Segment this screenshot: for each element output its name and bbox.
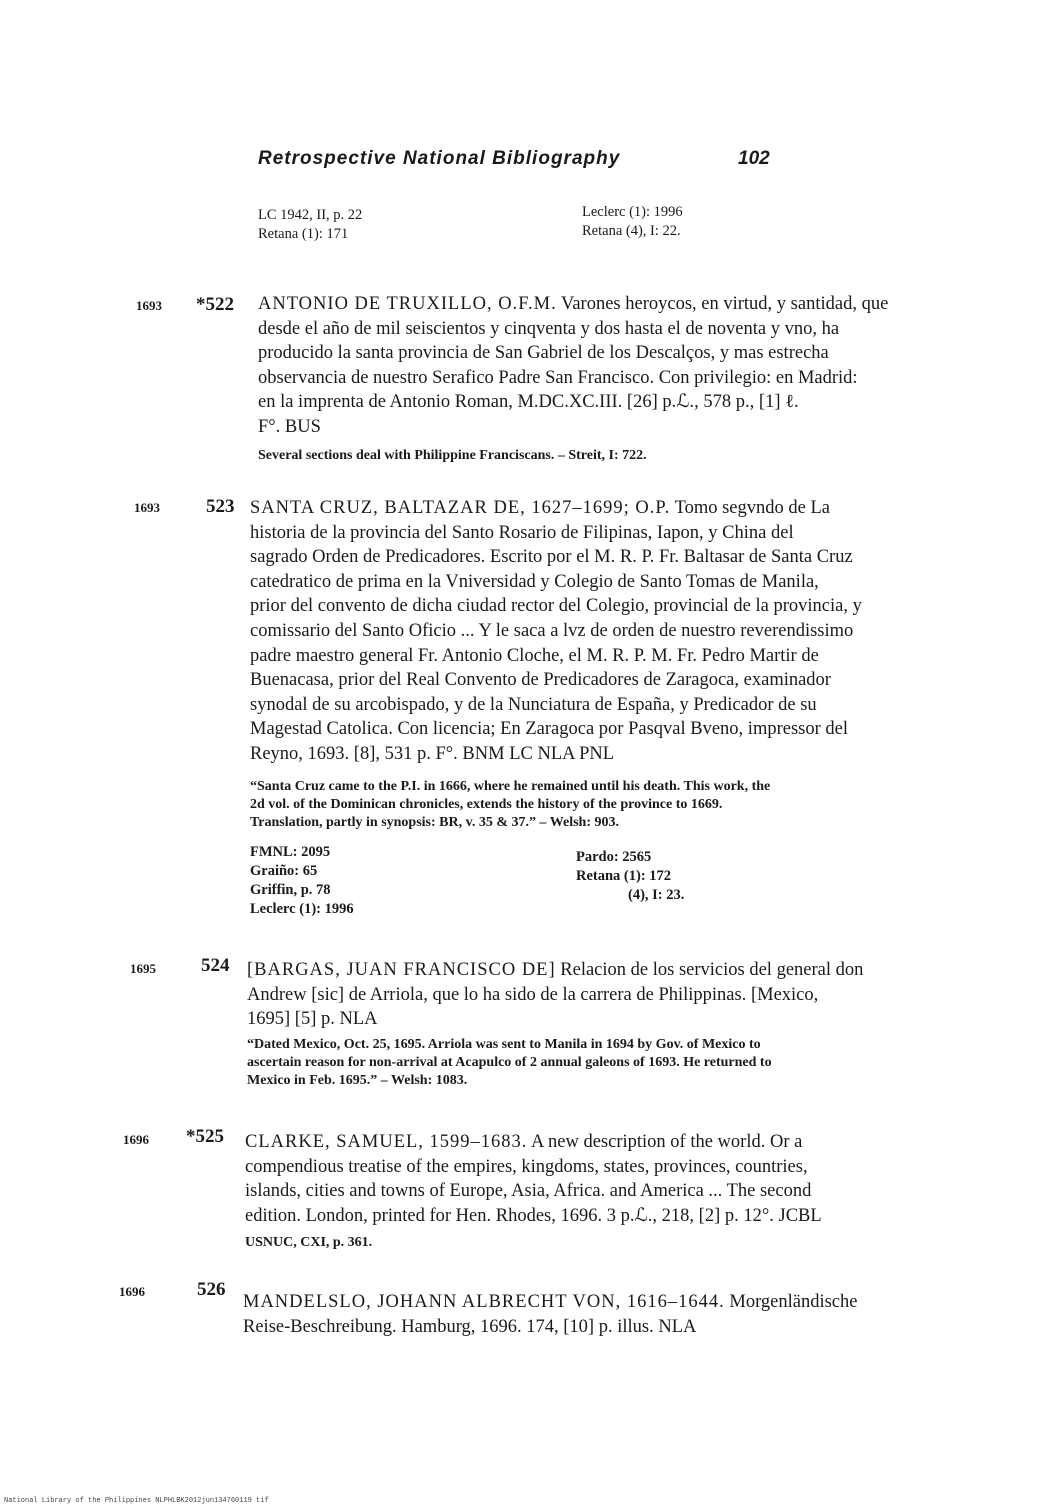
entry-line: producido la santa provincia de San Gabriel de los Descalços, y mas estrecha <box>258 343 829 364</box>
entry-note: Several sections deal with Philippine Franciscans. – Streit, I: 722. <box>258 448 647 463</box>
ref-line: Retana (1): 172 <box>576 868 672 884</box>
entry-year: 1696 <box>123 1132 149 1147</box>
ref-line: Retana (4), I: 22. <box>582 223 681 239</box>
entry-note: USNUC, CXI, p. 361. <box>245 1235 373 1250</box>
top-refs-left <box>258 206 362 244</box>
entry-line: edition. London, printed for Hen. Rhodes, 1696. 3 p.ℒ., 218, [2] p. 12°. JCBL <box>245 1205 822 1226</box>
ref-line: FMNL: 2095 <box>250 844 331 860</box>
entry-number: *525 <box>186 1126 224 1147</box>
entry-author: ANTONIO DE TRUXILLO, O.F.M. <box>258 294 557 314</box>
entry-year: 1696 <box>119 1284 145 1299</box>
entry-line: observancia de nuestro Serafico Padre San Francisco. Con privilegio: en Madrid: <box>258 367 858 388</box>
entry-line: comissario del Santo Oficio ... Y le saca a lvz de orden de nuestro reverendissimo <box>250 620 854 641</box>
ref-line: Leclerc (1): 1996 <box>582 204 683 220</box>
ref-line: Pardo: 2565 <box>576 849 652 865</box>
entry-line: Magestad Catolica. Con licencia; En Zaragoca por Pasqval Bveno, impressor del <box>250 719 848 740</box>
entry-line: Andrew [sic] de Arriola, que lo ha sido de la carrera de Philippinas. [Mexico, <box>247 984 819 1005</box>
page-number: 102 <box>738 148 770 169</box>
entry-body <box>250 496 930 767</box>
entry-line: Morgenländische <box>729 1292 858 1312</box>
entry-year: 1693 <box>136 298 162 313</box>
ref-line: Leclerc (1): 1996 <box>250 901 354 917</box>
entry-author: SANTA CRUZ, BALTAZAR DE, 1627–1699; O.P. <box>250 498 671 518</box>
entry-number: *522 <box>196 294 234 315</box>
entry-line: sagrado Orden de Predicadores. Escrito por el M. R. P. Fr. Baltasar de Santa Cruz <box>250 547 853 568</box>
entry-line: padre maestro general Fr. Antonio Cloche, el M. R. P. M. Fr. Pedro Martir de <box>250 645 819 666</box>
note-line: 2d vol. of the Dominican chronicles, extends the history of the province to 1669. <box>250 797 723 812</box>
entry-line: desde el año de mil seiscientos y cinqventa y dos hasta el de noventa y vno, ha <box>258 318 840 339</box>
entry-line: A new description of the world. Or a <box>531 1132 803 1152</box>
entry-author: MANDELSLO, JOHANN ALBRECHT VON, 1616–1644. <box>243 1292 725 1312</box>
entry-line: 1695] [5] p. NLA <box>247 1009 378 1030</box>
entry-year: 1695 <box>130 961 156 976</box>
entry-line: en la imprenta de Antonio Roman, M.DC.XC.III. [26] p.ℒ., 578 p., [1] ℓ. <box>258 392 799 413</box>
top-refs-right <box>582 203 683 241</box>
entry-body <box>245 1130 925 1228</box>
entry-body <box>258 292 918 440</box>
entry-line: F°. BUS <box>258 416 321 437</box>
entry-author: CLARKE, SAMUEL, 1599–1683. <box>245 1132 528 1152</box>
entry-number: 526 <box>197 1279 226 1300</box>
scan-footer: National Library of the Philippines NLPHLBK2012jun134760119 tif <box>4 1497 269 1505</box>
entry-number: 523 <box>206 496 235 517</box>
entry-refs-right <box>576 848 684 905</box>
ref-line: LC 1942, II, p. 22 <box>258 207 363 223</box>
entry-line: synodal de su arcobispado, y de la Nunciatura de España, y Predicador de su <box>250 694 817 715</box>
entry-line: prior del convento de dicha ciudad rector del Colegio, provincial de la provincia, y <box>250 596 862 617</box>
ref-line: Griffin, p. 78 <box>250 882 331 898</box>
entry-line: historia de la provincia del Santo Rosario de Filipinas, Iapon, y China del <box>250 522 794 543</box>
note-line: Translation, partly in synopsis: BR, v. 35 & 37.” – Welsh: 903. <box>250 815 619 830</box>
note-line: ascertain reason for non-arrival at Acapulco of 2 annual galeons of 1693. He returned to <box>247 1055 772 1070</box>
ref-line: (4), I: 23. <box>628 887 685 903</box>
entry-line: Varones heroycos, en virtud, y santidad, que <box>561 294 889 314</box>
entry-note <box>250 778 890 832</box>
entry-number: 524 <box>201 955 230 976</box>
entry-line: Reyno, 1693. [8], 531 p. F°. BNM LC NLA PNL <box>250 743 615 764</box>
entry-line: compendious treatise of the empires, kingdoms, states, provinces, countries, <box>245 1156 808 1177</box>
entry-line: Tomo segvndo de La <box>674 498 830 518</box>
entry-refs-left <box>250 843 354 919</box>
entry-line: islands, cities and towns of Europe, Asia, Africa. and America ... The second <box>245 1181 812 1202</box>
ref-line: Retana (1): 171 <box>258 226 349 242</box>
note-line: “Dated Mexico, Oct. 25, 1695. Arriola was sent to Manila in 1694 by Gov. of Mexico to <box>247 1037 761 1052</box>
entry-body <box>243 1290 923 1339</box>
entry-line: catedratico de prima en la Vniversidad y Colegio de Santo Tomas de Manila, <box>250 571 819 592</box>
entry-author: [BARGAS, JUAN FRANCISCO DE] <box>247 960 556 980</box>
note-line: Mexico in Feb. 1695.” – Welsh: 1083. <box>247 1073 468 1088</box>
entry-line: Reise-Beschreibung. Hamburg, 1696. 174, [10] p. illus. NLA <box>243 1316 697 1337</box>
entry-line: Relacion de los servicios del general don <box>560 960 864 980</box>
running-title: Retrospective National Bibliography <box>258 148 621 169</box>
entry-body <box>247 958 927 1032</box>
entry-note <box>247 1036 907 1090</box>
note-line: “Santa Cruz came to the P.I. in 1666, where he remained until his death. This work, the <box>250 779 771 794</box>
entry-year: 1693 <box>134 500 160 515</box>
ref-line: Graiño: 65 <box>250 863 318 879</box>
entry-line: Buenacasa, prior del Real Convento de Predicadores de Zaragoca, examinador <box>250 670 831 691</box>
